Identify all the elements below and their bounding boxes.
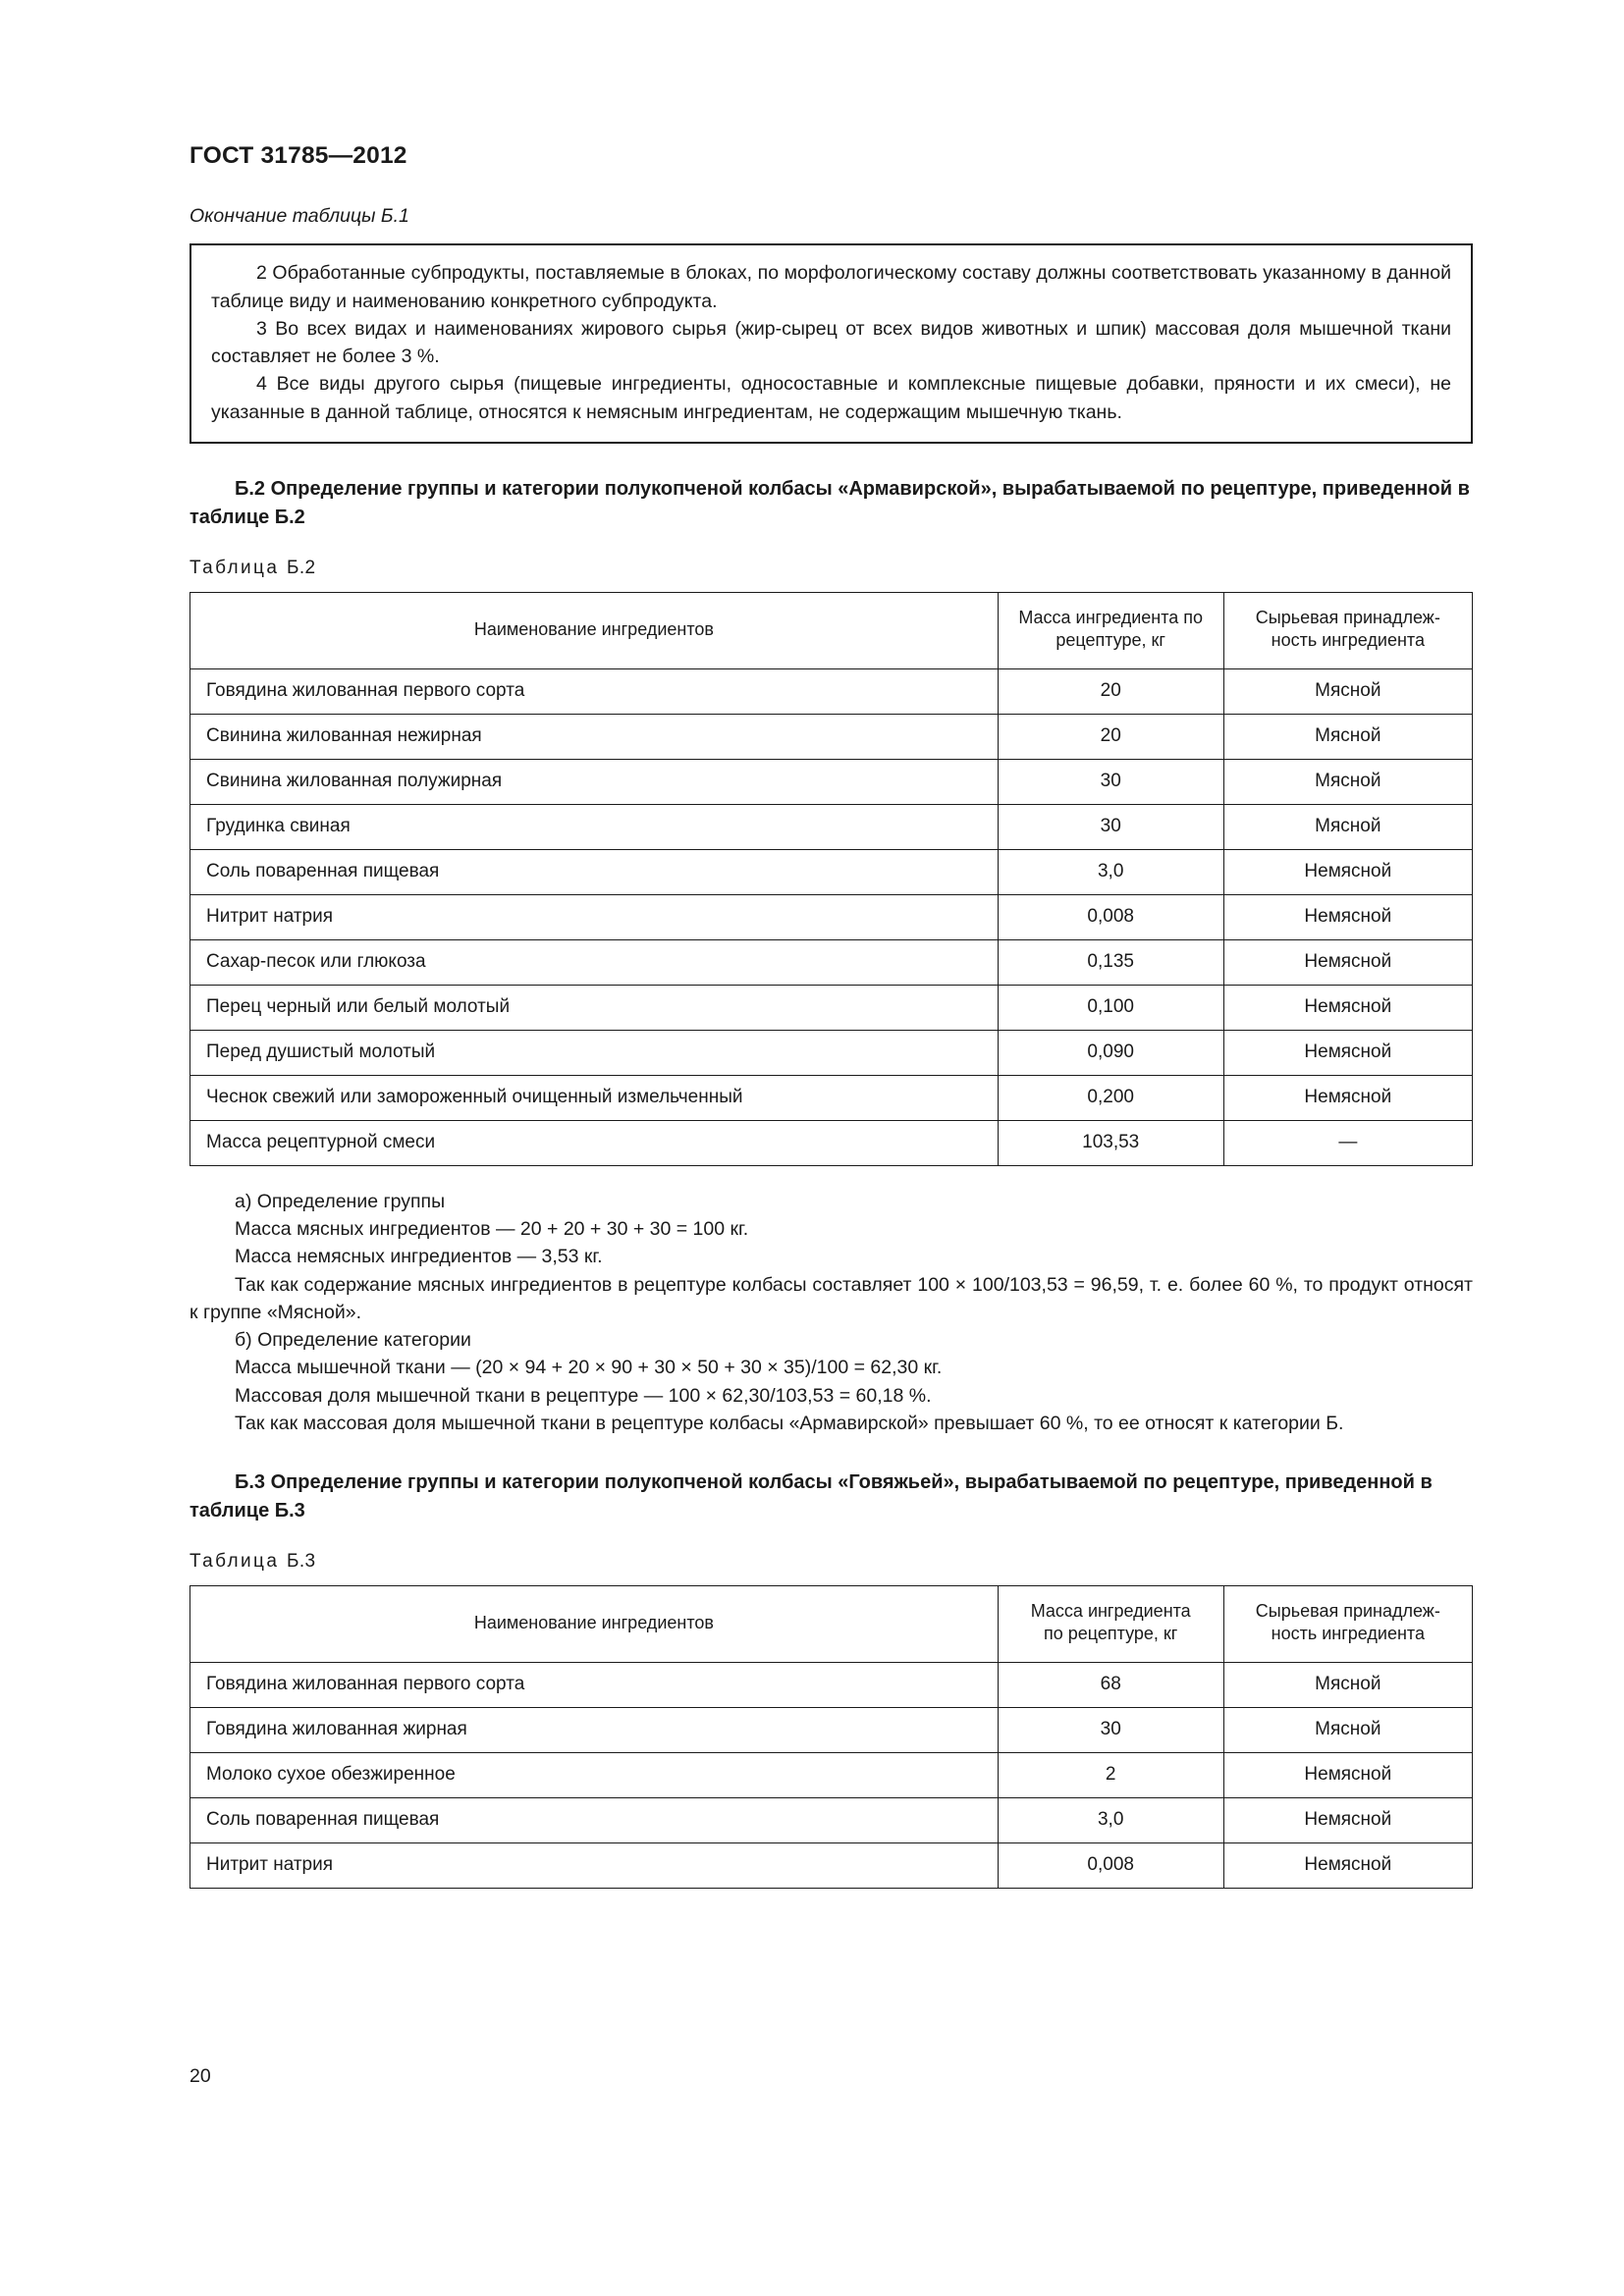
cell-ingredient-name: Чеснок свежий или замороженный очищенный измельченный <box>190 1075 999 1120</box>
page-content <box>189 0 1473 1889</box>
calc-line-a-title: а) Определение группы <box>235 1190 446 1212</box>
cell-ingredient-kind: Немясной <box>1223 894 1472 939</box>
calc-line-group-conclusion: Так как содержание мясных ингредиентов в рецептуре колбасы составляет 100 × 100/103,53 = 96,59, т. е. более 60 %, то продукт относят к группе «Мясной». <box>189 1273 1473 1323</box>
calc-line-category-conclusion: Так как массовая доля мышечной ткани в рецептуре колбасы «Армавирской» превышает 60 %, то ее относят к категории Б. <box>235 1412 1344 1434</box>
table-row <box>190 1707 1473 1752</box>
cell-ingredient-mass: 30 <box>998 1707 1223 1752</box>
table-row <box>190 1752 1473 1797</box>
table-row-total <box>190 1120 1473 1165</box>
cell-ingredient-name: Нитрит натрия <box>190 894 999 939</box>
cell-ingredient-name: Грудинка свиная <box>190 804 999 849</box>
cell-ingredient-mass: 3,0 <box>998 1797 1223 1842</box>
cell-ingredient-mass: 30 <box>998 804 1223 849</box>
table-b2-caption-prefix: Таблица <box>189 557 280 578</box>
cell-ingredient-mass: 0,100 <box>998 985 1223 1030</box>
note-item-2: 2 Обработанные субпродукты, поставляемые в блоках, по морфологическому составу должны соответствовать указанному в данной таблице виду и наименованию конкретного субпродукта. <box>211 262 1451 312</box>
cell-ingredient-name: Сахар-песок или глюкоза <box>190 939 999 985</box>
cell-ingredient-mass: 0,008 <box>998 1842 1223 1888</box>
note-item-4: 4 Все виды другого сырья (пищевые ингредиенты, односоставные и комплексные пищевые добавки, пряности и их смеси), не указанные в данной таблице, относятся к немясным ингредиентам, не содержащим мышечную ткань. <box>211 373 1451 423</box>
section-b2-heading: Б.2 Определение группы и категории полукопченой колбасы «Армавирской», вырабатываемой по рецептуре, приведенной в таблице Б.2 <box>189 477 1470 528</box>
standard-header: ГОСТ 31785—2012 <box>189 142 407 169</box>
section-b3-heading: Б.3 Определение группы и категории полукопченой колбасы «Говяжьей», вырабатываемой по рецептуре, приведенной в таблице Б.3 <box>189 1471 1433 1522</box>
cell-ingredient-name: Нитрит натрия <box>190 1842 999 1888</box>
table-row <box>190 1842 1473 1888</box>
cell-ingredient-name: Перец черный или белый молотый <box>190 985 999 1030</box>
cell-ingredient-name: Говядина жилованная жирная <box>190 1707 999 1752</box>
cell-ingredient-mass: 30 <box>998 759 1223 804</box>
table-b2 <box>189 592 1473 1166</box>
table-row <box>190 804 1473 849</box>
cell-ingredient-kind: Немясной <box>1223 985 1472 1030</box>
cell-ingredient-kind: — <box>1223 1120 1472 1165</box>
table-row <box>190 759 1473 804</box>
calc-line-nonmeat-mass: Масса немясных ингредиентов — 3,53 кг. <box>235 1246 603 1268</box>
cell-ingredient-mass: 0,200 <box>998 1075 1223 1120</box>
cell-ingredient-name: Соль поваренная пищевая <box>190 849 999 894</box>
cell-ingredient-mass: 0,135 <box>998 939 1223 985</box>
calc-line-b-title: б) Определение категории <box>235 1329 471 1352</box>
cell-ingredient-kind: Немясной <box>1223 1797 1472 1842</box>
cell-ingredient-kind: Немясной <box>1223 1752 1472 1797</box>
cell-ingredient-name: Соль поваренная пищевая <box>190 1797 999 1842</box>
note-item-3: 3 Во всех видах и наименованиях жирового сырья (жир-сырец от всех видов животных и шпик) массовая доля мышечной ткани составляет не более 3 %. <box>211 317 1451 368</box>
table-row <box>190 985 1473 1030</box>
cell-ingredient-name: Масса рецептурной смеси <box>190 1120 999 1165</box>
section-b2-calculations <box>189 1188 1473 1437</box>
table-b2-caption-number: Б.2 <box>287 557 316 578</box>
cell-ingredient-mass: 20 <box>998 714 1223 759</box>
table-b2-header-row <box>190 592 1473 668</box>
table-row <box>190 668 1473 714</box>
calc-line-muscle-mass: Масса мышечной ткани — (20 × 94 + 20 × 90 + 30 × 50 + 30 × 35)/100 = 62,30 кг. <box>235 1357 943 1379</box>
column-header-kind: Сырьевая принадлеж- ность ингредиента <box>1223 1585 1472 1662</box>
cell-ingredient-kind: Мясной <box>1223 1662 1472 1707</box>
table-row <box>190 939 1473 985</box>
cell-ingredient-kind: Немясной <box>1223 849 1472 894</box>
calc-line-meat-mass: Масса мясных ингредиентов — 20 + 20 + 30 + 30 = 100 кг. <box>235 1217 749 1240</box>
cell-ingredient-name: Говядина жилованная первого сорта <box>190 668 999 714</box>
column-header-mass: Масса ингредиента по рецептуре, кг <box>998 592 1223 668</box>
cell-ingredient-mass: 0,090 <box>998 1030 1223 1075</box>
cell-ingredient-kind: Мясной <box>1223 759 1472 804</box>
cell-ingredient-kind: Мясной <box>1223 714 1472 759</box>
cell-ingredient-kind: Мясной <box>1223 668 1472 714</box>
cell-ingredient-name: Свинина жилованная полужирная <box>190 759 999 804</box>
cell-ingredient-mass: 20 <box>998 668 1223 714</box>
table-row <box>190 714 1473 759</box>
table-b2-caption <box>189 558 1473 580</box>
table-row <box>190 1797 1473 1842</box>
cell-ingredient-name: Говядина жилованная первого сорта <box>190 1662 999 1707</box>
table-row <box>190 1030 1473 1075</box>
page-number: 20 <box>189 2065 211 2087</box>
cell-ingredient-name: Перед душистый молотый <box>190 1030 999 1075</box>
table-b3-caption <box>189 1551 1473 1574</box>
cell-ingredient-mass: 3,0 <box>998 849 1223 894</box>
table-continuation-caption: Окончание таблицы Б.1 <box>189 204 409 227</box>
table-b3 <box>189 1585 1473 1889</box>
cell-ingredient-kind: Немясной <box>1223 1030 1472 1075</box>
cell-ingredient-kind: Мясной <box>1223 804 1472 849</box>
cell-ingredient-mass: 68 <box>998 1662 1223 1707</box>
cell-ingredient-kind: Немясной <box>1223 1075 1472 1120</box>
cell-ingredient-mass: 2 <box>998 1752 1223 1797</box>
column-header-name: Наименование ингредиентов <box>190 1585 999 1662</box>
table-row <box>190 849 1473 894</box>
table-row <box>190 894 1473 939</box>
cell-ingredient-kind: Немясной <box>1223 939 1472 985</box>
table-row <box>190 1662 1473 1707</box>
cell-ingredient-name: Молоко сухое обезжиренное <box>190 1752 999 1797</box>
cell-ingredient-name: Свинина жилованная нежирная <box>190 714 999 759</box>
table-b3-header-row <box>190 1585 1473 1662</box>
cell-ingredient-kind: Мясной <box>1223 1707 1472 1752</box>
column-header-mass: Масса ингредиента по рецептуре, кг <box>998 1585 1223 1662</box>
table-b3-caption-number: Б.3 <box>287 1551 316 1573</box>
calc-line-muscle-fraction: Массовая доля мышечной ткани в рецептуре — 100 × 62,30/103,53 = 60,18 %. <box>235 1384 932 1407</box>
notes-box <box>189 243 1473 444</box>
column-header-name: Наименование ингредиентов <box>190 592 999 668</box>
table-b3-caption-prefix: Таблица <box>189 1551 280 1573</box>
table-row <box>190 1075 1473 1120</box>
column-header-kind: Сырьевая принадлеж- ность ингредиента <box>1223 592 1472 668</box>
cell-ingredient-kind: Немясной <box>1223 1842 1472 1888</box>
cell-ingredient-mass: 0,008 <box>998 894 1223 939</box>
cell-ingredient-mass: 103,53 <box>998 1120 1223 1165</box>
